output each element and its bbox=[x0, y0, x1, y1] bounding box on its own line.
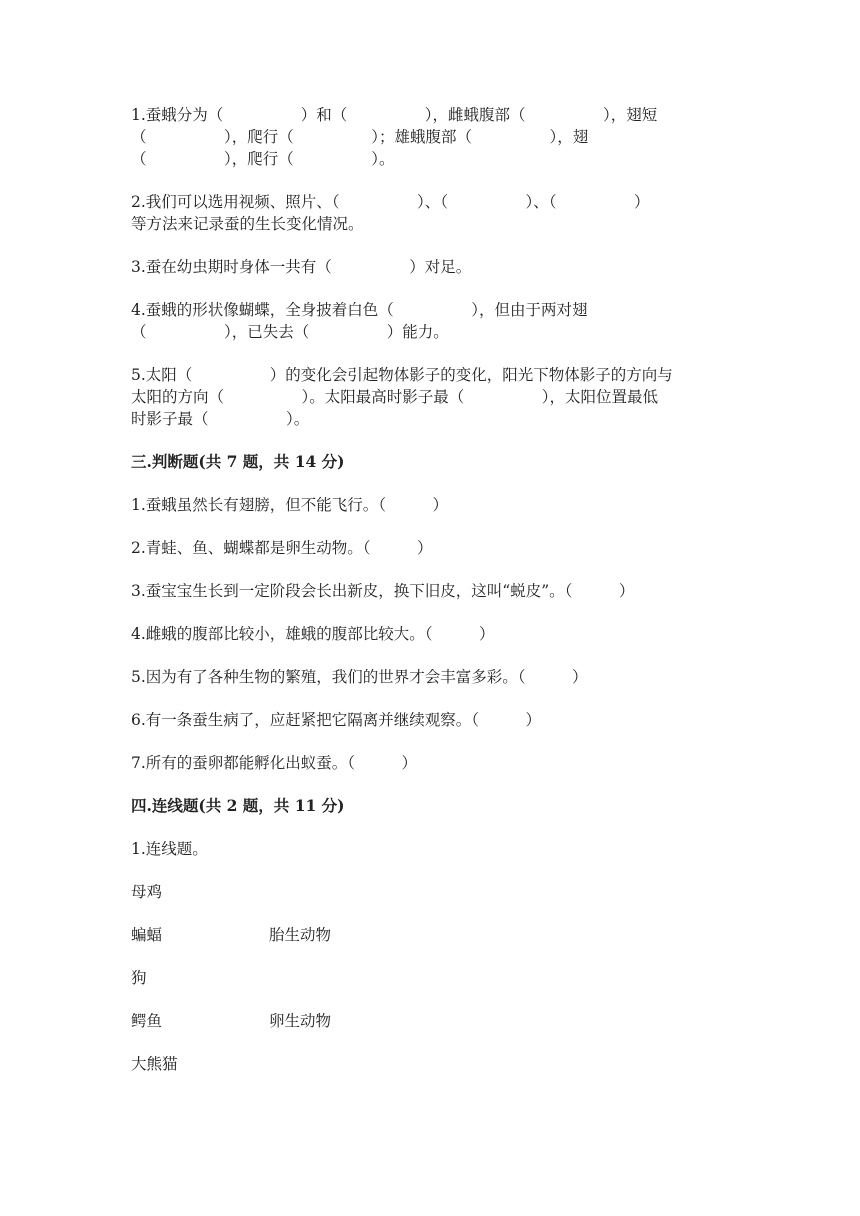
matching-right-item: 卵生动物 bbox=[269, 1012, 332, 1030]
judge-question-7: 7.所有的蚕卵都能孵化出蚁蚕。（ ） bbox=[131, 754, 418, 772]
worksheet-page bbox=[131, 104, 731, 1096]
fill-question-1: 1.蚕蛾分为（ ）和（ ），雌蛾腹部（ ），翅短 （ ），爬行（ ）；雄蛾腹部（ ），翅 （ ），爬行（ ）。 bbox=[131, 106, 658, 168]
fill-question-2: 2.我们可以选用视频、照片、（ ）、（ ）、（ ） 等方法来记录蚕的生长变化情况。 bbox=[131, 193, 650, 233]
fill-in-questions bbox=[131, 104, 731, 430]
matching-row bbox=[131, 967, 731, 989]
matching-list bbox=[131, 881, 731, 1075]
matching-left-item: 狗 bbox=[131, 969, 147, 987]
matching-row bbox=[131, 1053, 731, 1075]
section-title-judgement: 三.判断题(共 7 题，共 14 分) bbox=[131, 452, 345, 471]
matching-right-item: 胎生动物 bbox=[269, 926, 332, 944]
judge-question-6: 6.有一条蚕生病了，应赶紧把它隔离并继续观察。（ ） bbox=[131, 711, 542, 729]
matching-left-item: 大熊猫 bbox=[131, 1055, 178, 1073]
judge-question-1: 1.蚕蛾虽然长有翅膀，但不能飞行。（ ） bbox=[131, 496, 449, 514]
judge-question-2: 2.青蛙、鱼、蝴蝶都是卵生动物。（ ） bbox=[131, 539, 433, 557]
fill-question-3: 3.蚕在幼虫期时身体一共有（ ）对足。 bbox=[131, 258, 472, 276]
matching-row bbox=[131, 881, 731, 903]
matching-left-item: 蝙蝠 bbox=[131, 926, 163, 944]
fill-question-5: 5.太阳（ ）的变化会引起物体影子的变化，阳光下物体影子的方向与 太阳的方向（ ）。太阳最高时影子最（ ），太阳位置最低 时影子最（ ）。 bbox=[131, 366, 673, 428]
matching-left-item: 母鸡 bbox=[131, 883, 163, 901]
judge-question-4: 4.雌蛾的腹部比较小，雄蛾的腹部比较大。（ ） bbox=[131, 625, 495, 643]
judge-question-5: 5.因为有了各种生物的繁殖，我们的世界才会丰富多彩。（ ） bbox=[131, 668, 588, 686]
matching-question-1: 1.连线题。 bbox=[131, 840, 208, 858]
fill-question-4: 4.蚕蛾的形状像蝴蝶，全身披着白色（ ），但由于两对翅 （ ），已失去（ ）能力。 bbox=[131, 301, 588, 341]
judgement-questions bbox=[131, 494, 731, 774]
judge-question-3: 3.蚕宝宝生长到一定阶段会长出新皮，换下旧皮，这叫“蜕皮”。（ ） bbox=[131, 582, 635, 600]
matching-left-item: 鳄鱼 bbox=[131, 1012, 163, 1030]
matching-row bbox=[131, 1010, 731, 1032]
section-title-matching: 四.连线题(共 2 题，共 11 分) bbox=[131, 796, 345, 815]
matching-row bbox=[131, 924, 731, 946]
